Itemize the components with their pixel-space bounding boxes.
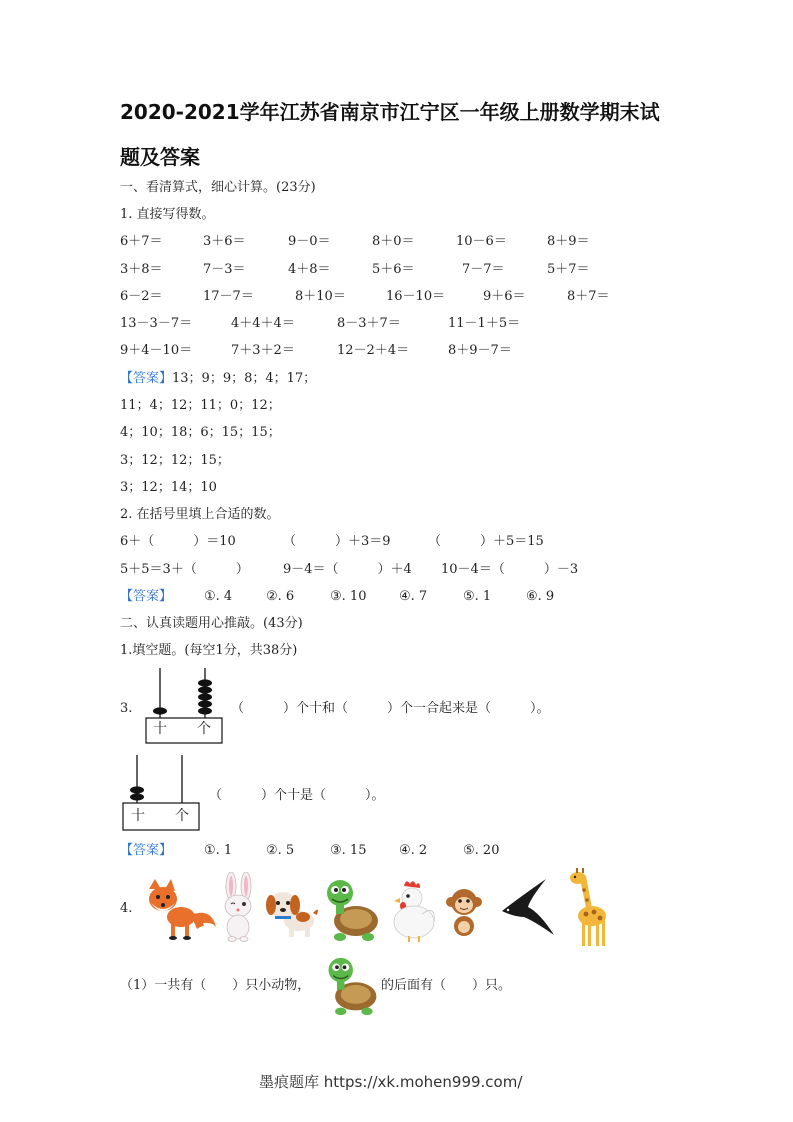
expr: 9＋4－10＝: [120, 343, 193, 358]
answer-line: 11；4；12；11；0；12；: [120, 398, 281, 413]
answer-item: ④. 2: [399, 843, 428, 858]
expr: 7－3＝: [203, 262, 246, 277]
monkey-icon: [444, 886, 484, 938]
expr: 3＋6＝: [203, 234, 246, 249]
section-2-q1-label: 1.填空题。(每空1分，共38分): [120, 643, 298, 658]
answer-tag: 【答案】: [120, 843, 173, 858]
expr: 8＋7＝: [567, 289, 610, 304]
rooster-icon: [386, 878, 438, 942]
expr: 4＋8＝: [288, 262, 331, 277]
expr: 17－7＝: [203, 289, 254, 304]
giraffe-icon: [556, 868, 608, 948]
question-4-sub1-a: （1）一共有（ ）只小动物，: [120, 978, 311, 993]
expr: 5＋6＝: [372, 262, 415, 277]
section-heading-1: 一、看清算式，细心计算。(23分): [120, 180, 316, 195]
expr: 9－0＝: [288, 234, 331, 249]
answer-line: 4；10；18；6；15；15；: [120, 425, 281, 440]
expr: 10－6＝: [456, 234, 507, 249]
expr: 12－2＋4＝: [337, 343, 410, 358]
question-1-label: 1. 直接写得数。: [120, 207, 215, 222]
answer-line: 3；12；12；15；: [120, 453, 230, 468]
turtle-icon: [322, 877, 382, 943]
expr: 16－10＝: [386, 289, 446, 304]
abacus-ones-label: 个: [197, 721, 211, 737]
answer-item: ①. 4: [204, 589, 233, 604]
abacus-tens-label: 十: [153, 721, 167, 737]
question-3-number: 3.: [120, 701, 133, 716]
dog-icon: [263, 883, 321, 941]
page-title: 2020-2021学年江苏省南京市江宁区一年级上册数学期末试: [120, 100, 660, 124]
expr: 11－1＋5＝: [448, 316, 521, 331]
expr: 9＋6＝: [483, 289, 526, 304]
fox-icon: [143, 877, 218, 940]
fill-blank: 6＋（ ）＝10: [120, 534, 236, 549]
expr: 6＋7＝: [120, 234, 163, 249]
answer-item: ⑥. 9: [526, 589, 555, 604]
answer-line: [120, 371, 316, 387]
swallow-icon: [500, 877, 556, 937]
footer-watermark: 墨痕题库 https://xk.mohen999.com/: [259, 1073, 523, 1091]
expr: 8＋9－7＝: [448, 343, 512, 358]
rabbit-icon: [217, 872, 259, 942]
expr: 6－2＝: [120, 289, 163, 304]
expr: 8－3＋7＝: [337, 316, 401, 331]
expr: 8＋10＝: [295, 289, 346, 304]
page-title-line2: 题及答案: [120, 145, 200, 169]
expr: 4＋4＋4＝: [231, 316, 295, 331]
answer-tag: 【答案】: [120, 589, 173, 604]
answer-text: 13；9；9；8；4；17；: [172, 371, 317, 386]
section-heading-2: 二、认真读题用心推敲。(43分): [120, 616, 303, 631]
answer-item: ②. 6: [266, 589, 295, 604]
answer-item: ⑤. 20: [463, 843, 500, 858]
abacus-tens-label: 十: [131, 808, 145, 824]
fill-blank: 10－4＝（ ）－3: [441, 562, 579, 577]
question-2-label: 2. 在括号里填上合适的数。: [120, 507, 280, 522]
expr: 8＋0＝: [372, 234, 415, 249]
fill-blank: （ ）＋5＝15: [428, 534, 544, 549]
abacus-ones-label: 个: [175, 808, 189, 824]
answer-item: ①. 1: [204, 843, 233, 858]
answer-item: ②. 5: [266, 843, 295, 858]
expr: 7＋3＋2＝: [231, 343, 295, 358]
answer-item: ③. 15: [330, 843, 367, 858]
fill-blank: （ ）＋3＝9: [283, 534, 391, 549]
fill-blank: 5＋5＝3＋（ ）: [120, 562, 249, 577]
expr: 3＋8＝: [120, 262, 163, 277]
expr: 8＋9＝: [547, 234, 590, 249]
answer-line: [120, 843, 172, 859]
answer-line: 3；12；14；10: [120, 480, 217, 495]
expr: 5＋7＝: [547, 262, 590, 277]
question-4-number: 4.: [120, 901, 133, 916]
fill-blank: 9－4＝（ ）＋4: [283, 562, 412, 577]
question-3-text: （ ）个十和（ ）个一合起来是（ ）。: [231, 701, 550, 716]
answer-item: ④. 7: [399, 589, 428, 604]
expr: 7－7＝: [462, 262, 505, 277]
answer-line: [120, 589, 172, 605]
question-3b-text: （ ）个十是（ ）。: [209, 788, 385, 803]
expr: 13－3－7＝: [120, 316, 193, 331]
turtle-icon: [322, 955, 382, 1017]
question-4-sub1-b: 的后面有（ ）只。: [381, 978, 512, 993]
answer-tag: 【答案】: [120, 371, 173, 386]
answer-item: ⑤. 1: [463, 589, 492, 604]
answer-item: ③. 10: [330, 589, 367, 604]
